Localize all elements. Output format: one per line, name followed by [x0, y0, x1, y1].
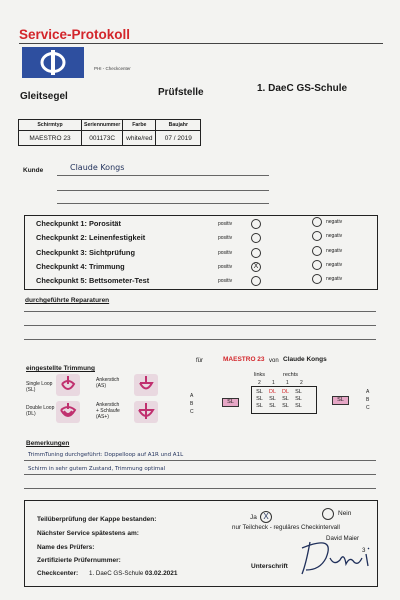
remark-line-3 [24, 488, 376, 489]
outer-left-trim: SL [222, 398, 239, 407]
col-header-year: Baujahr [156, 120, 201, 131]
checkpoint-2-positiv-checkbox[interactable] [251, 233, 261, 243]
col-num-1: 2 [258, 380, 261, 386]
checkpoint-5-label: Checkpunkt 5: Bettsometer-Test [36, 276, 150, 285]
anchor-loop-knot-icon [134, 401, 158, 423]
remark-line-1-text: TrimmTuning durchgeführt: Doppelloop auf A1R und A1L [28, 452, 184, 458]
remark-line-1 [24, 460, 376, 461]
row-label-b-right: B [366, 397, 370, 403]
trim-grid-frame [251, 386, 317, 414]
col-num-4: 2 [300, 380, 303, 386]
trim-cell-b2: SL [269, 395, 276, 402]
anchor-label-1: Ankerstich (AS) [96, 377, 120, 389]
checkpoint-3-negativ-checkbox[interactable] [312, 246, 322, 256]
checkpoint-5-positiv-label: positiv [218, 278, 233, 284]
checkcenter-value: 1. DaeC GS-Schule [89, 570, 144, 577]
trim-for-label: für [196, 358, 204, 364]
trim-cell-c3: SL [282, 402, 289, 409]
trim-from-label: von [269, 358, 279, 364]
signature-label: Unterschrift [251, 563, 288, 570]
glider-type: Gleitsegel [20, 91, 68, 102]
checkpoint-4-negativ-checkbox[interactable] [312, 260, 322, 270]
checkpoint-4-label: Checkpunkt 4: Trimmung [36, 262, 125, 271]
checkpoint-5-negativ-checkbox[interactable] [312, 274, 322, 284]
checkpoint-4-positiv-checkbox[interactable]: X [251, 262, 261, 272]
customer-label: Kunde [23, 167, 44, 174]
trim-cell-b4: SL [295, 395, 302, 402]
checkpoint-4-negativ-label: negativ [326, 262, 343, 268]
cell-type: MAESTRO 23 [19, 131, 82, 146]
anchor-label-2: Ankerstich + Schlaufe (AS+) [96, 402, 120, 420]
col-header-color: Farbe [123, 120, 156, 131]
checkpoint-2-negativ-label: negativ [326, 233, 343, 239]
repair-line-1 [24, 311, 376, 312]
col-num-2: 1 [272, 380, 275, 386]
checkpoint-2-positiv-label: positiv [218, 235, 233, 241]
trim-cell-b3: SL [282, 395, 289, 402]
anchor-knot-icon [134, 374, 158, 396]
checkpoint-3-positiv-label: positiv [218, 250, 233, 256]
row-label-b-left: B [190, 401, 194, 407]
trim-cell-c1: SL [256, 402, 263, 409]
cell-color: white/red [123, 131, 156, 146]
next-service-value: nur Teilcheck - reguläres Checkintervall [232, 524, 340, 531]
checkpoint-2-label: Checkpunkt 2: Leinenfestigkeit [36, 233, 146, 242]
checkpoint-3-positiv-checkbox[interactable] [251, 248, 261, 258]
q-checkcenter: Checkcenter: [37, 570, 79, 577]
checkpoint-1-negativ-label: negativ [326, 219, 343, 225]
checkpoint-5-negativ-label: negativ [326, 276, 343, 282]
checkpoint-3-negativ-label: negativ [326, 248, 343, 254]
inspector-number: 3 [362, 547, 366, 554]
checkpoint-5-positiv-checkbox[interactable] [251, 276, 261, 286]
q-partial-check: Teilüberprüfung der Kappe bestanden: [37, 516, 157, 523]
checkpoint-1-positiv-label: positiv [218, 221, 233, 227]
document-title: Service-Protokoll [19, 27, 131, 42]
col-num-3: 1 [286, 380, 289, 386]
ja-checkbox[interactable]: X [260, 511, 272, 523]
trim-cell-a3: DL [281, 388, 290, 395]
outer-right-trim: SL [332, 396, 349, 405]
trim-cell-a2: DL [268, 388, 277, 395]
inspection-date: 03.02.2021 [145, 570, 178, 577]
row-label-a-left: A [190, 393, 194, 399]
trim-cell-c4: SL [295, 402, 302, 409]
checkpoint-2-negativ-checkbox[interactable] [312, 231, 322, 241]
repair-line-2 [24, 325, 376, 326]
remarks-label: Bemerkungen [26, 440, 70, 447]
row-label-c-right: C [366, 405, 370, 411]
q-inspector-name: Name des Prüfers: [37, 544, 95, 551]
row-label-c-left: C [190, 409, 194, 415]
trim-cell-c2: SL [269, 402, 276, 409]
remark-line-2 [24, 474, 376, 475]
trim-model: MAESTRO 23 [223, 356, 265, 363]
checkpoint-1-positiv-checkbox[interactable] [251, 219, 261, 229]
rechts-label: rechts [283, 372, 298, 378]
trim-owner: Claude Kongs [283, 356, 327, 363]
row-label-a-right: A [366, 389, 370, 395]
checkpoint-1-label: Checkpunkt 1: Porosität [36, 219, 122, 228]
checkpoint-3-label: Checkpunkt 3: Sichtprüfung [36, 248, 135, 257]
col-header-serial: Seriennummer [82, 120, 123, 131]
checkpoint-4-positiv-label: positiv [218, 264, 233, 270]
customer-name: Claude Kongs [70, 163, 125, 172]
trim-cell-a4: SL [295, 388, 302, 395]
remark-line-2-text: Schirm in sehr gutem Zustand, Trimmung optimal [28, 466, 166, 472]
inspector-name: David Maier [326, 535, 360, 542]
double-loop-label: Double Loop (DL) [26, 405, 55, 417]
repair-line-3 [24, 339, 376, 340]
station-label: Prüfstelle [158, 87, 204, 98]
cell-serial: 001173C [82, 131, 123, 146]
logo-subtitle: PHI - Checkcenter [94, 66, 131, 71]
repairs-label: durchgeführte Reparaturen [25, 297, 110, 304]
trim-label: eingestellte Trimmung [26, 365, 95, 372]
double-loop-knot-icon [56, 401, 80, 423]
signature-image [296, 536, 376, 578]
nein-label: Nein [338, 510, 352, 517]
single-loop-knot-icon [56, 374, 80, 396]
checkpoint-1-negativ-checkbox[interactable] [312, 217, 322, 227]
trim-cell-b1: SL [256, 395, 263, 402]
trim-cell-a1: SL [256, 388, 263, 395]
single-loop-label: Single Loop (SL) [26, 381, 53, 393]
ja-label: Ja [250, 514, 257, 521]
links-label: links [254, 372, 266, 378]
cell-year: 07 / 2019 [156, 131, 201, 146]
q-next-service: Nächster Service spätestens am: [37, 530, 139, 537]
q-inspector-number: Zertifizierte Prüfernummer: [37, 557, 121, 564]
nein-checkbox[interactable] [322, 508, 334, 520]
station-value: 1. DaeC GS-Schule [257, 83, 348, 94]
col-header-type: Schirmtyp [19, 120, 82, 131]
